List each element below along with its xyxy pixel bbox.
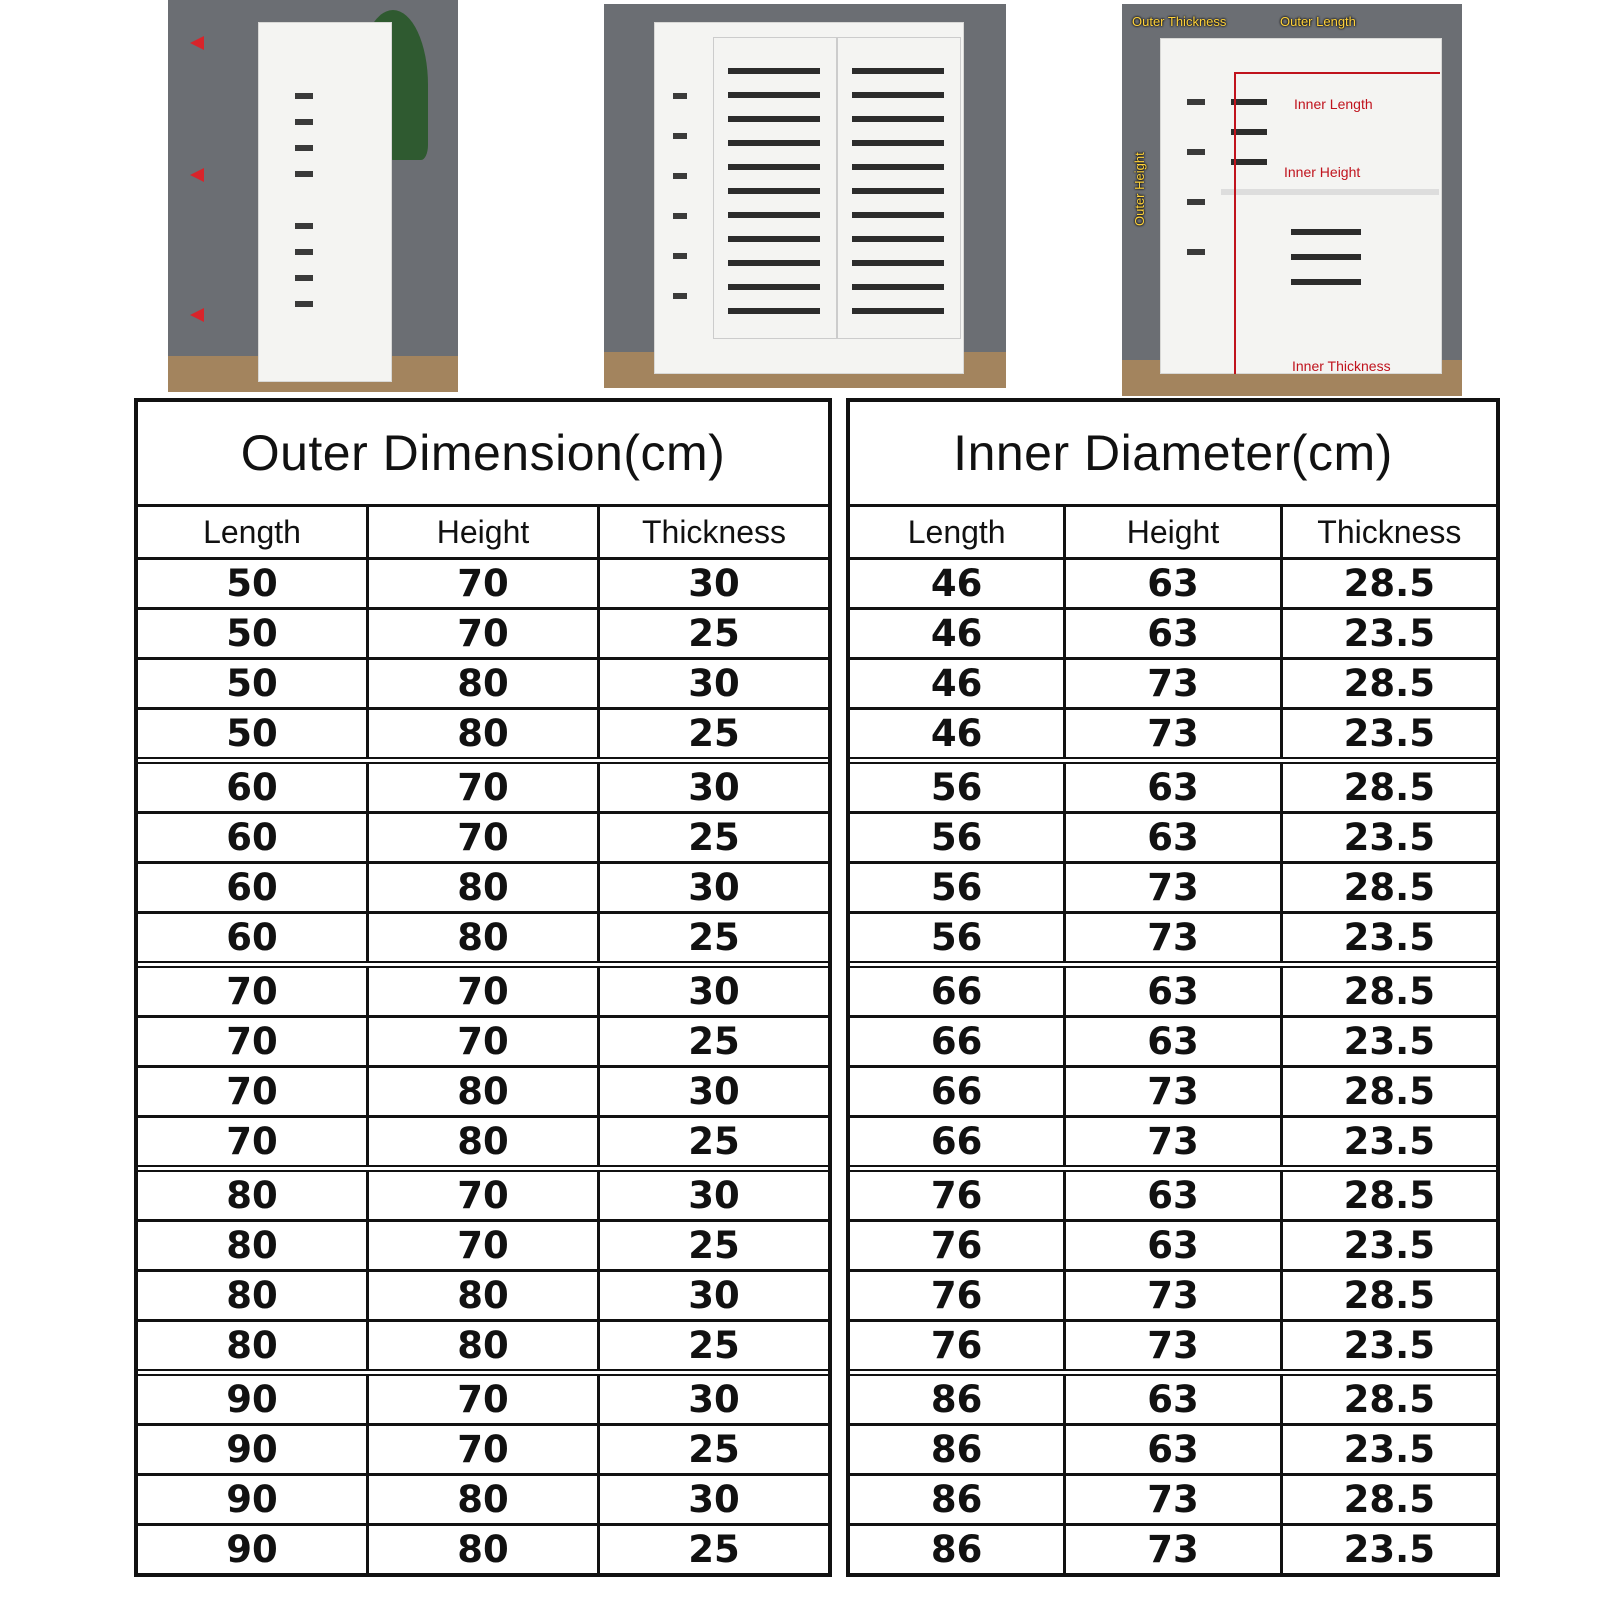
column-header-height: Height	[366, 507, 597, 557]
cell-length: 80	[226, 1224, 278, 1267]
table-row	[850, 1476, 1496, 1526]
cell-height: 73	[1063, 864, 1279, 911]
cell-thickness: 28.5	[1280, 1272, 1496, 1319]
cell-length: 56	[930, 816, 983, 859]
vent-slot	[673, 293, 687, 299]
table-row	[138, 1426, 828, 1476]
cell-length: 50	[226, 662, 278, 705]
table-row	[850, 864, 1496, 914]
header-row	[138, 507, 828, 560]
cell-thickness: 25	[597, 1018, 828, 1065]
cell-length: 86	[930, 1478, 983, 1521]
cell-length: 50	[226, 562, 278, 605]
cell-thickness: 25	[597, 814, 828, 861]
table-row	[138, 710, 828, 757]
vent-slot	[1187, 199, 1205, 205]
cell-thickness: 23.5	[1280, 914, 1496, 961]
cell-height: 80	[366, 1118, 597, 1165]
table-row	[138, 610, 828, 660]
cell-thickness: 28.5	[1280, 560, 1496, 607]
vent-slot	[673, 173, 687, 179]
cell-length: 80	[226, 1174, 278, 1217]
table-row	[138, 660, 828, 710]
cell-height: 73	[1063, 1322, 1279, 1369]
table-row	[850, 1222, 1496, 1272]
row-group	[850, 1369, 1496, 1573]
cell-length: 66	[930, 1070, 983, 1113]
column-header-length: Length	[203, 513, 301, 550]
cell-length: 76	[930, 1324, 983, 1367]
cell-length: 56	[930, 766, 983, 809]
row-group	[138, 1369, 828, 1573]
cell-thickness: 23.5	[1280, 1322, 1496, 1369]
cell-thickness: 25	[597, 1322, 828, 1369]
cell-thickness: 23.5	[1280, 1118, 1496, 1165]
cell-height: 63	[1063, 1426, 1279, 1473]
cell-height: 63	[1063, 814, 1279, 861]
cell-height: 80	[366, 660, 597, 707]
cell-thickness: 28.5	[1280, 1476, 1496, 1523]
table-row	[850, 1526, 1496, 1573]
cell-height: 70	[366, 1018, 597, 1065]
cell-length: 60	[226, 866, 278, 909]
cell-thickness: 25	[597, 610, 828, 657]
cell-height: 80	[366, 1272, 597, 1319]
cell-thickness: 30	[597, 764, 828, 811]
cell-thickness: 25	[597, 1118, 828, 1165]
dimension-line-inner-height	[1234, 74, 1236, 374]
label-inner-thickness: Inner Thickness	[1292, 358, 1391, 374]
table-row	[850, 914, 1496, 961]
cell-height: 63	[1063, 1172, 1279, 1219]
cell-height: 80	[366, 710, 597, 757]
cell-length: 70	[226, 970, 278, 1013]
vent-slot	[295, 119, 313, 125]
cell-thickness: 23.5	[1280, 1222, 1496, 1269]
cell-length: 60	[226, 766, 278, 809]
table-row	[138, 764, 828, 814]
cell-thickness: 28.5	[1280, 660, 1496, 707]
vent-slot	[295, 145, 313, 151]
row-group	[138, 560, 828, 757]
cabinet-door-right	[837, 37, 961, 339]
cell-thickness: 30	[597, 1376, 828, 1423]
cell-length: 60	[226, 816, 278, 859]
vent-slot	[673, 213, 687, 219]
table-title: Outer Dimension(cm)	[138, 402, 828, 507]
arrow-left-icon	[190, 308, 204, 322]
table-row	[138, 560, 828, 610]
cell-height: 80	[366, 1526, 597, 1573]
cell-height: 70	[366, 814, 597, 861]
vent-slot	[673, 133, 687, 139]
cell-thickness: 30	[597, 1476, 828, 1523]
label-outer-height: Outer Height	[1132, 152, 1147, 226]
cell-height: 80	[366, 1068, 597, 1115]
table-row	[138, 1322, 828, 1369]
vent-slot	[295, 93, 313, 99]
cell-thickness: 23.5	[1280, 710, 1496, 757]
table-row	[850, 1068, 1496, 1118]
cell-length: 80	[226, 1324, 278, 1367]
table-row	[138, 1068, 828, 1118]
vent-slot	[295, 223, 313, 229]
cell-length: 90	[226, 1428, 278, 1471]
cell-height: 70	[366, 610, 597, 657]
table-row	[850, 1118, 1496, 1165]
cell-thickness: 30	[597, 1172, 828, 1219]
table-row	[850, 814, 1496, 864]
cell-length: 66	[930, 970, 983, 1013]
dimension-line-inner-length	[1234, 72, 1440, 74]
cell-length: 76	[930, 1274, 983, 1317]
table-row	[138, 864, 828, 914]
cell-length: 70	[226, 1120, 278, 1163]
cell-height: 63	[1063, 1222, 1279, 1269]
cell-length: 76	[930, 1174, 983, 1217]
cell-thickness: 25	[597, 710, 828, 757]
product-photo-dimensions	[1122, 4, 1462, 396]
header-row	[850, 507, 1496, 560]
cell-length: 56	[930, 916, 983, 959]
cabinet-front	[654, 22, 964, 374]
vent-slot	[295, 275, 313, 281]
cell-length: 46	[930, 662, 983, 705]
table-row	[138, 1526, 828, 1573]
table-row	[138, 1272, 828, 1322]
cell-length: 70	[226, 1020, 278, 1063]
cell-height: 73	[1063, 1272, 1279, 1319]
cell-height: 70	[366, 1172, 597, 1219]
table-title: Inner Diameter(cm)	[850, 402, 1496, 507]
cell-length: 86	[930, 1428, 983, 1471]
row-group	[850, 757, 1496, 961]
table-row	[850, 1272, 1496, 1322]
cell-height: 73	[1063, 1526, 1279, 1573]
cell-thickness: 30	[597, 660, 828, 707]
cell-thickness: 25	[597, 1222, 828, 1269]
table-row	[138, 1118, 828, 1165]
table-body	[850, 560, 1496, 1573]
label-outer-length: Outer Length	[1280, 14, 1356, 29]
cell-height: 70	[366, 764, 597, 811]
label-inner-height: Inner Height	[1284, 164, 1361, 180]
table-row	[850, 660, 1496, 710]
table-row	[850, 1426, 1496, 1476]
cell-thickness: 25	[597, 1526, 828, 1573]
cell-thickness: 28.5	[1280, 1376, 1496, 1423]
cell-length: 86	[930, 1528, 983, 1571]
cell-height: 63	[1063, 968, 1279, 1015]
table-row	[850, 1322, 1496, 1369]
table-row	[850, 560, 1496, 610]
table-row	[138, 814, 828, 864]
cell-height: 63	[1063, 764, 1279, 811]
cell-length: 66	[930, 1120, 983, 1163]
cabinet-open	[1160, 38, 1442, 374]
table-row	[138, 914, 828, 961]
table-row	[850, 1172, 1496, 1222]
cell-height: 73	[1063, 710, 1279, 757]
cell-thickness: 28.5	[1280, 1068, 1496, 1115]
cell-length: 56	[930, 866, 983, 909]
cell-thickness: 28.5	[1280, 864, 1496, 911]
cabinet-side	[258, 22, 392, 382]
cell-height: 80	[366, 864, 597, 911]
row-group	[850, 560, 1496, 757]
table-row	[138, 1172, 828, 1222]
cell-length: 90	[226, 1528, 278, 1571]
cell-height: 70	[366, 1376, 597, 1423]
table-row	[850, 710, 1496, 757]
inner-diameter-table	[846, 398, 1500, 1577]
cell-height: 80	[366, 1322, 597, 1369]
cell-length: 90	[226, 1478, 278, 1521]
row-group	[138, 757, 828, 961]
table-row	[850, 764, 1496, 814]
outer-dimension-table	[134, 398, 832, 1577]
table-row	[850, 610, 1496, 660]
arrow-left-icon	[190, 36, 204, 50]
cell-length: 46	[930, 612, 983, 655]
cell-height: 80	[366, 914, 597, 961]
cell-thickness: 28.5	[1280, 968, 1496, 1015]
cell-height: 63	[1063, 560, 1279, 607]
table-row	[850, 1376, 1496, 1426]
cell-height: 63	[1063, 1376, 1279, 1423]
table-row	[138, 1376, 828, 1426]
cell-length: 76	[930, 1224, 983, 1267]
cell-height: 73	[1063, 1068, 1279, 1115]
cell-thickness: 23.5	[1280, 1526, 1496, 1573]
cell-length: 46	[930, 712, 983, 755]
vent-slot	[673, 93, 687, 99]
row-group	[850, 1165, 1496, 1369]
cell-length: 60	[226, 916, 278, 959]
cell-thickness: 23.5	[1280, 814, 1496, 861]
cell-height: 70	[366, 968, 597, 1015]
cell-length: 70	[226, 1070, 278, 1113]
product-photo-front	[604, 4, 1006, 388]
table-row	[850, 968, 1496, 1018]
table-row	[138, 1222, 828, 1272]
vent-slot	[295, 171, 313, 177]
cell-length: 50	[226, 612, 278, 655]
cell-height: 70	[366, 1426, 597, 1473]
column-header-thickness: Thickness	[1280, 507, 1496, 557]
cell-thickness: 30	[597, 1272, 828, 1319]
row-group	[138, 1165, 828, 1369]
cabinet-door-left	[713, 37, 837, 339]
vent-slot	[295, 249, 313, 255]
cell-thickness: 25	[597, 1426, 828, 1473]
cell-height: 73	[1063, 1476, 1279, 1523]
cell-length: 80	[226, 1274, 278, 1317]
cell-height: 73	[1063, 914, 1279, 961]
cell-height: 73	[1063, 660, 1279, 707]
column-header-length: Length	[907, 513, 1006, 550]
arrow-left-icon	[190, 168, 204, 182]
cell-thickness: 28.5	[1280, 764, 1496, 811]
cell-height: 70	[366, 1222, 597, 1269]
cell-length: 86	[930, 1378, 983, 1421]
row-group	[850, 961, 1496, 1165]
cell-length: 50	[226, 712, 278, 755]
table-row	[850, 1018, 1496, 1068]
cell-thickness: 30	[597, 864, 828, 911]
cell-length: 46	[930, 562, 983, 605]
table-row	[138, 968, 828, 1018]
cell-height: 70	[366, 560, 597, 607]
cell-length: 90	[226, 1378, 278, 1421]
cell-thickness: 23.5	[1280, 1426, 1496, 1473]
vent-slot	[1187, 249, 1205, 255]
table-body	[138, 560, 828, 1573]
cell-length: 66	[930, 1020, 983, 1063]
cell-height: 63	[1063, 1018, 1279, 1065]
cell-thickness: 23.5	[1280, 610, 1496, 657]
cell-height: 73	[1063, 1118, 1279, 1165]
cell-thickness: 30	[597, 968, 828, 1015]
cell-thickness: 30	[597, 560, 828, 607]
cell-height: 80	[366, 1476, 597, 1523]
label-outer-thickness: Outer Thickness	[1132, 14, 1227, 29]
vent-slot	[1187, 149, 1205, 155]
column-header-thickness: Thickness	[597, 507, 828, 557]
cell-thickness: 23.5	[1280, 1018, 1496, 1065]
inner-shelf	[1221, 189, 1439, 195]
cell-thickness: 30	[597, 1068, 828, 1115]
table-row	[138, 1476, 828, 1526]
vent-slot	[673, 253, 687, 259]
cell-thickness: 28.5	[1280, 1172, 1496, 1219]
vent-slot	[295, 301, 313, 307]
cell-height: 63	[1063, 610, 1279, 657]
label-inner-length: Inner Length	[1294, 96, 1373, 112]
table-row	[138, 1018, 828, 1068]
product-photo-side	[168, 0, 458, 392]
row-group	[138, 961, 828, 1165]
column-header-height: Height	[1063, 507, 1279, 557]
cell-thickness: 25	[597, 914, 828, 961]
vent-slot	[1187, 99, 1205, 105]
